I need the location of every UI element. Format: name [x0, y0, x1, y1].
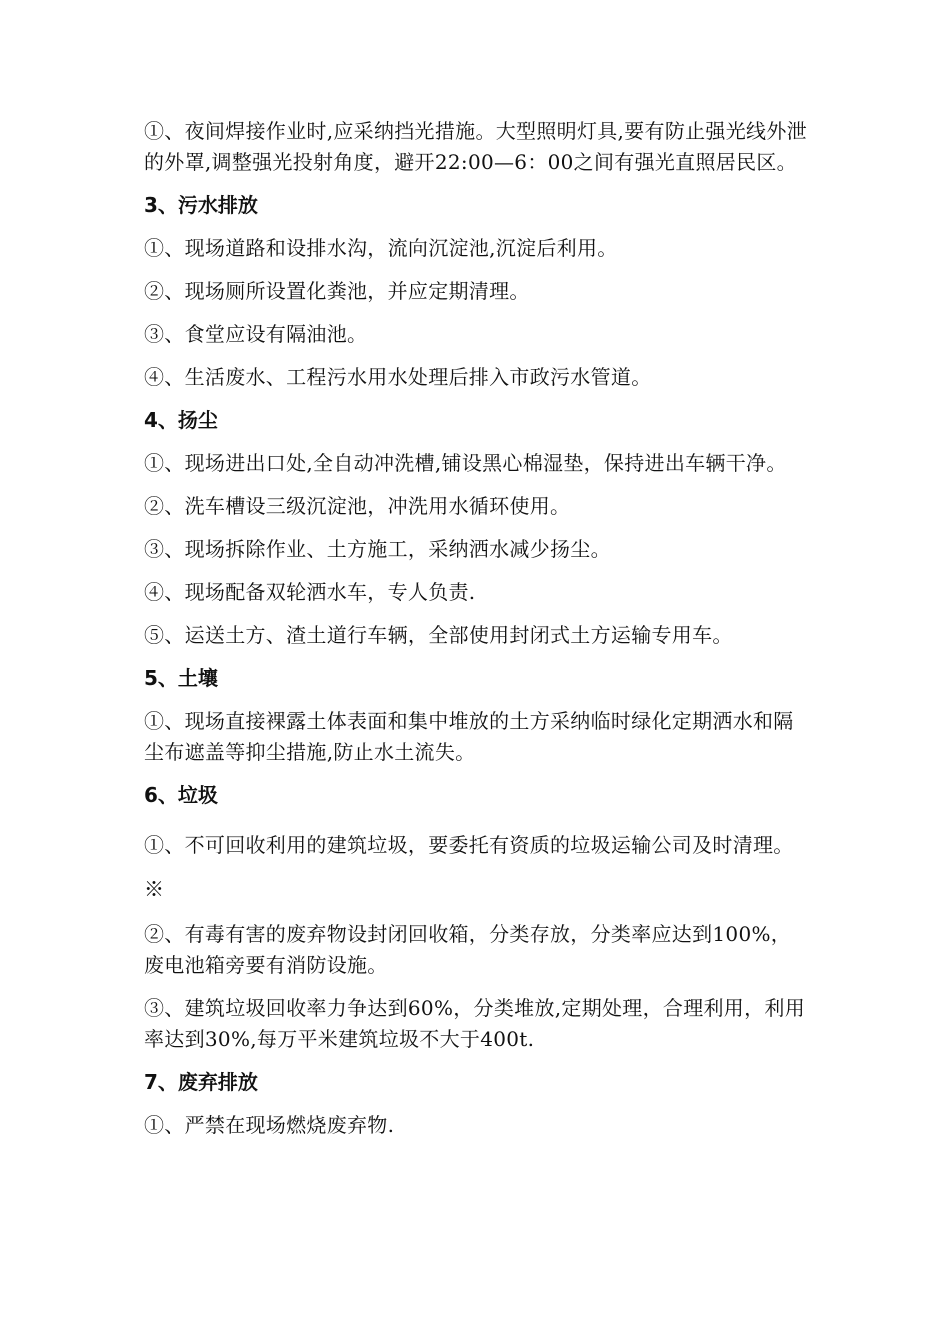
section-heading-dust: 4、扬尘 — [144, 408, 218, 432]
paragraph: ③、建筑垃圾回收率力争达到60%，分类堆放,定期处理，合理利用，利用率达到30%,每万平米建筑垃圾不大于400t. — [144, 996, 806, 1051]
paragraph: ①、严禁在现场燃烧废弃物. — [144, 1113, 395, 1137]
paragraph: ①、不可回收利用的建筑垃圾，要委托有资质的垃圾运输公司及时清理。※ — [144, 833, 794, 901]
section-heading-soil: 5、土壤 — [144, 666, 218, 690]
paragraph: ⑤、运送土方、渣土道行车辆，全部使用封闭式土方运输专用车。 — [144, 623, 733, 647]
section-heading-waste-emission: 7、废弃排放 — [144, 1070, 258, 1094]
paragraph: ②、现场厕所设置化粪池，并应定期清理。 — [144, 279, 530, 303]
paragraph: ④、生活废水、工程污水用水处理后排入市政污水管道。 — [144, 365, 652, 389]
paragraph: ②、有毒有害的废弃物设封闭回收箱，分类存放，分类率应达到100%，废电池箱旁要有消防设施。 — [144, 922, 792, 977]
paragraph-night-welding: ①、夜间焊接作业时,应采纳挡光措施。大型照明灯具,要有防止强光线外泄的外罩,调整强光投射角度，避开22:00—6：00之间有强光直照居民区。 — [144, 119, 807, 174]
section-heading-sewage: 3、污水排放 — [144, 193, 258, 217]
paragraph: ①、现场进出口处,全自动冲洗槽,铺设黑心棉湿垫，保持进出车辆干净。 — [144, 451, 787, 475]
paragraph: ②、洗车槽设三级沉淀池，冲洗用水循环使用。 — [144, 494, 571, 518]
paragraph: ④、现场配备双轮洒水车，专人负责. — [144, 580, 476, 604]
section-heading-garbage: 6、垃圾 — [144, 783, 218, 807]
document-body — [144, 116, 810, 1153]
paragraph: ①、现场道路和设排水沟，流向沉淀池,沉淀后利用。 — [144, 236, 618, 260]
paragraph: ③、现场拆除作业、土方施工，采纳洒水减少扬尘。 — [144, 537, 611, 561]
paragraph: ①、现场直接裸露土体表面和集中堆放的土方采纳临时绿化定期洒水和隔尘布遮盖等抑尘措施,防止水土流失。 — [144, 709, 794, 764]
paragraph: ③、食堂应设有隔油池。 — [144, 322, 368, 346]
